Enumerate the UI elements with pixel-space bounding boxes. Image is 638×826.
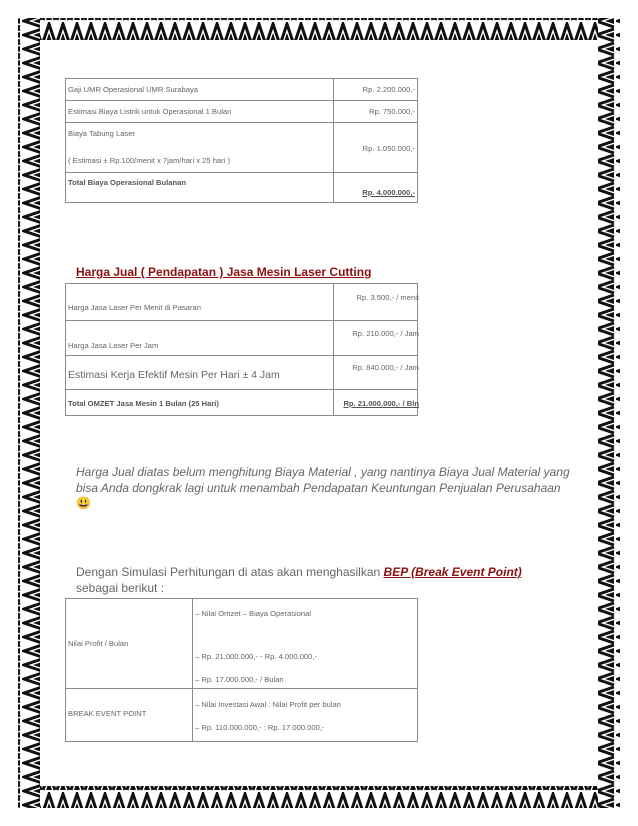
revenue-label-cell (66, 356, 334, 390)
revenue-table (65, 283, 418, 416)
revenue-label-cell (66, 321, 334, 356)
revenue-label-cell (66, 284, 334, 321)
revenue-total-label-cell (66, 390, 334, 416)
bep-formula-line: – Nilai Investasi Awal : Nilai Profit per bulan (195, 700, 341, 709)
revenue-value: Rp. 840.000,- / Jam (352, 363, 419, 372)
cost-label-cell (66, 79, 334, 101)
bep-label: BREAK EVENT POINT (68, 709, 147, 718)
bep-formula-line: – Rp. 21.000.000,- - Rp. 4.000.000,- (195, 652, 318, 661)
revenue-total-label: Total OMZET Jasa Mesin 1 Bulan (25 Hari) (68, 399, 219, 408)
bep-label-cell (66, 599, 193, 689)
revenue-value-cell (334, 356, 418, 390)
smiley-icon: 😃 (76, 496, 91, 510)
bep-label: Nilai Profit / Bulan (68, 639, 129, 648)
cost-value: Rp. 750.000,- (368, 107, 415, 116)
cost-label-cell (66, 101, 334, 123)
bep-label-cell (66, 689, 193, 742)
cost-total-value: Rp. 4.000.000,- (362, 188, 415, 197)
cost-value-cell (334, 123, 418, 173)
revenue-value-cell (334, 284, 418, 321)
cost-total-value-cell (334, 173, 418, 203)
bep-formula-cell (193, 689, 418, 742)
cost-label: Biaya Tabung Laser (68, 129, 135, 138)
material-note-text: Harga Jual diatas belum menghitung Biaya Material , yang nantinya Biaya Jual Material yang bisa Anda dongkrak lagi untuk menambah Pendapatan Keuntungan Penjualan Perusahaan (76, 465, 570, 495)
cost-value-cell (334, 79, 418, 101)
bep-formula-line: – Rp. 17.000.000,- / Bulan (195, 675, 284, 684)
revenue-total-value-cell (334, 390, 418, 416)
cost-label-cell (66, 123, 334, 173)
revenue-label: Estimasi Kerja Efektif Mesin Per Hari ± 4 Jam (68, 369, 280, 381)
revenue-total-value: Rp. 21.000.000,- / Bln (343, 399, 419, 408)
cost-total-label: Total Biaya Operasional Bulanan (68, 178, 187, 187)
cost-total-label-cell (66, 173, 334, 203)
material-note-paragraph (76, 465, 576, 512)
cost-value-cell (334, 101, 418, 123)
revenue-label: Harga Jasa Laser Per Jam (68, 341, 159, 350)
cost-value: Rp. 2.200.000,- (362, 85, 415, 94)
intro-suffix: sebagai berikut : (76, 580, 165, 595)
bep-intro-paragraph (76, 565, 536, 596)
bep-formula-line: – Nilai Omzet – Biaya Operasional (195, 609, 312, 618)
revenue-label: Harga Jasa Laser Per Menit di Pasaran (68, 303, 201, 312)
bep-term: BEP (Break Event Point) (383, 565, 522, 579)
cost-label-note: ( Estimasi ± Rp.100/menit x 7jam/hari x 25 hari ) (68, 156, 231, 165)
intro-text: Dengan Simulasi Perhitungan di atas akan menghasilkan (76, 565, 384, 579)
bep-formula-line: – Rp. 110.000.000,- : Rp. 17.000.000,- (195, 723, 325, 732)
cost-label: Estimasi Biaya Listrik untuk Operasional 1 Bulan (68, 107, 232, 116)
cost-value: Rp. 1.050.000,- (362, 144, 415, 153)
revenue-value-cell (334, 321, 418, 356)
section-heading: Harga Jual ( Pendapatan ) Jasa Mesin Laser Cutting (76, 265, 372, 279)
operational-cost-table (65, 78, 418, 203)
revenue-value: Rp. 210.000,- / Jam (352, 329, 419, 338)
bep-table (65, 598, 418, 742)
bep-formula-cell (193, 599, 418, 689)
cost-label: Gaji UMR Operasional UMR Surabaya (68, 85, 198, 94)
revenue-value: Rp. 3.500,- / menit (356, 293, 419, 302)
